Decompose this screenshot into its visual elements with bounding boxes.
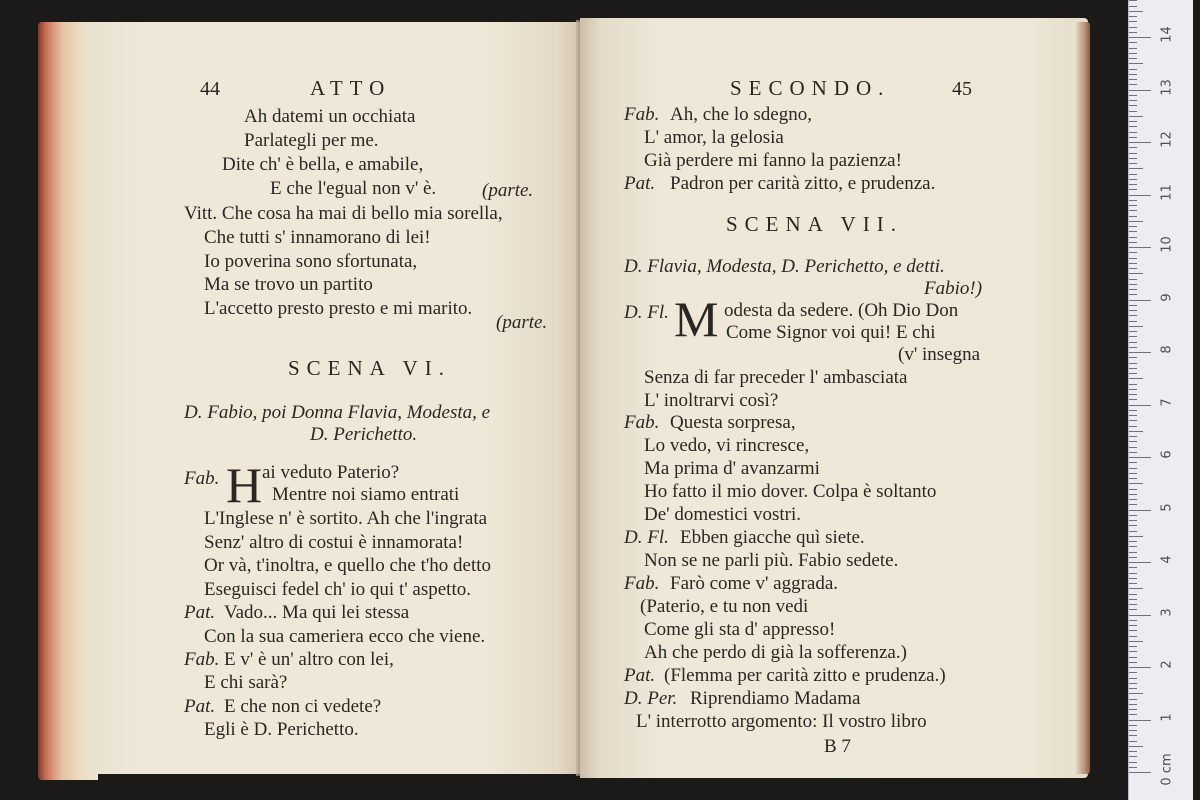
ruler-tick	[1129, 399, 1137, 400]
speaker: Fab.	[624, 573, 660, 594]
ruler-tick	[1129, 158, 1137, 159]
ruler-tick	[1129, 489, 1137, 490]
text-line: E che l'egual non v' è.	[270, 178, 437, 199]
text-line: L'Inglese n' è sortito. Ah che l'ingrata	[204, 508, 488, 529]
right-page	[580, 18, 1088, 778]
ruler-tick	[1129, 604, 1137, 605]
ruler-tick	[1129, 378, 1143, 379]
ruler-tick	[1129, 189, 1137, 190]
ruler-tick	[1129, 767, 1137, 768]
speaker: Pat.	[184, 602, 216, 623]
ruler-tick	[1129, 746, 1143, 747]
text-line: (v' insegna	[898, 344, 981, 365]
text-line: Io poverina sono sfortunata,	[204, 251, 418, 272]
ruler-tick	[1129, 620, 1137, 621]
ruler-label: 6	[1159, 450, 1175, 459]
ruler-tick	[1129, 216, 1137, 217]
text-line: Dite ch' è bella, e amabile,	[222, 154, 424, 175]
ruler-tick	[1129, 37, 1151, 38]
ruler-label: 14	[1159, 26, 1175, 43]
ruler-tick	[1129, 452, 1137, 453]
ruler-tick	[1129, 735, 1137, 736]
ruler-tick	[1129, 132, 1137, 133]
ruler-label: 9	[1159, 292, 1175, 302]
text-line: Ho fatto il mio dover. Colpa è soltanto	[644, 481, 937, 502]
text-line: E v' è un' altro con lei,	[224, 649, 394, 670]
scene-cast: D. Flavia, Modesta, D. Perichetto, e detti.	[624, 256, 945, 277]
text-line: Ma se trovo un partito	[204, 274, 373, 295]
ruler-tick	[1129, 468, 1137, 469]
ruler-tick	[1129, 741, 1137, 742]
ruler-tick	[1129, 562, 1151, 563]
text-line: De' domestici vostri.	[644, 504, 801, 525]
ruler-tick	[1129, 252, 1137, 253]
ruler-tick	[1129, 242, 1137, 243]
ruler-label: 0 cm	[1159, 753, 1175, 786]
running-head-right: SECONDO.	[730, 76, 891, 100]
stage-direction: (parte.	[496, 312, 548, 333]
text-line: L' inoltrarvi così?	[644, 390, 779, 411]
ruler-tick	[1129, 368, 1137, 369]
ruler-label: 8	[1159, 345, 1175, 354]
ruler-tick	[1129, 641, 1143, 642]
ruler-tick	[1129, 42, 1137, 43]
ruler-tick	[1129, 525, 1137, 526]
speaker: Fab.	[184, 649, 220, 670]
text-line: ai veduto Paterio?	[262, 462, 400, 483]
ruler-tick	[1129, 74, 1137, 75]
text-line: Senza di far preceder l' ambasciata	[644, 367, 908, 388]
ruler-label: 1	[1159, 712, 1175, 722]
ruler-tick	[1129, 342, 1137, 343]
ruler-tick	[1129, 6, 1137, 7]
ruler-label: 5	[1159, 502, 1175, 512]
ruler-tick	[1129, 531, 1137, 532]
ruler-tick	[1129, 326, 1143, 327]
ruler-tick	[1129, 121, 1137, 122]
ruler-tick	[1129, 263, 1137, 264]
ruler-label: 3	[1159, 607, 1175, 617]
ruler-tick	[1129, 221, 1143, 222]
ruler-tick	[1129, 578, 1137, 579]
ruler-tick	[1129, 58, 1137, 59]
speaker: Pat.	[184, 696, 216, 717]
ruler-label: 4	[1159, 555, 1175, 564]
ruler-tick	[1129, 310, 1137, 311]
ruler-tick	[1129, 504, 1137, 505]
ruler-tick	[1129, 63, 1143, 64]
ruler-tick	[1129, 441, 1137, 442]
ruler-tick	[1129, 431, 1143, 432]
text-line: Senz' altro di costui è innamorata!	[204, 532, 464, 553]
page-number-right: 45	[952, 78, 972, 100]
ruler-tick	[1129, 552, 1137, 553]
ruler-tick	[1129, 231, 1137, 232]
text-line: Mentre noi siamo entrati	[272, 484, 460, 505]
text-line: Egli è D. Perichetto.	[204, 719, 359, 740]
ruler-label: 7	[1159, 397, 1175, 407]
ruler-tick	[1129, 678, 1137, 679]
ruler-tick	[1129, 756, 1137, 757]
text-line: Parlategli per me.	[244, 130, 379, 151]
ruler-tick	[1129, 142, 1151, 143]
ruler-tick	[1129, 704, 1137, 705]
running-head-left: ATTO	[310, 76, 392, 100]
ruler-tick	[1129, 636, 1137, 637]
ruler-tick	[1129, 200, 1137, 201]
ruler-tick	[1129, 657, 1137, 658]
ruler-tick	[1129, 567, 1137, 568]
ruler-tick	[1129, 599, 1137, 600]
ruler-tick	[1129, 588, 1143, 589]
text-line: Ah che perdo di già la sofferenza.)	[644, 642, 907, 663]
ruler-tick	[1129, 32, 1137, 33]
text-line: Ebben giacche quì siete.	[680, 527, 865, 548]
ruler-tick	[1129, 289, 1137, 290]
ruler-label: 12	[1159, 131, 1175, 148]
ruler-tick	[1129, 420, 1137, 421]
ruler-tick	[1129, 79, 1137, 80]
ruler-tick	[1129, 174, 1137, 175]
ruler-tick	[1129, 363, 1137, 364]
ruler-tick	[1129, 709, 1137, 710]
ruler-tick	[1129, 415, 1137, 416]
ruler-tick	[1129, 247, 1151, 248]
ruler-tick	[1129, 258, 1137, 259]
speaker: D. Fl.	[624, 302, 669, 323]
ruler-tick	[1129, 111, 1137, 112]
ruler-tick	[1129, 473, 1137, 474]
text-line: E che non ci vedete?	[224, 696, 382, 717]
ruler-tick	[1129, 184, 1137, 185]
ruler-tick	[1129, 557, 1137, 558]
left-page	[86, 22, 582, 774]
ruler-tick	[1129, 16, 1137, 17]
text-line: Ah datemi un occhiata	[244, 106, 416, 127]
speaker: Pat.	[624, 173, 656, 194]
ruler-tick	[1129, 630, 1137, 631]
speaker: Pat.	[624, 665, 656, 686]
ruler-tick	[1129, 405, 1151, 406]
text-line: L' amor, la gelosia	[644, 127, 784, 148]
scene-cast: D. Perichetto.	[310, 424, 418, 445]
ruler-tick	[1129, 662, 1137, 663]
ruler-tick	[1129, 305, 1137, 306]
ruler-tick	[1129, 688, 1137, 689]
ruler-tick	[1129, 615, 1151, 616]
ruler-tick	[1129, 536, 1143, 537]
ruler-tick	[1129, 90, 1151, 91]
page-number-left: 44	[200, 78, 220, 100]
ruler-tick	[1129, 226, 1137, 227]
text-line: Vado... Ma qui lei stessa	[224, 602, 410, 623]
ruler-tick	[1129, 389, 1137, 390]
right-page-edges	[1076, 22, 1090, 774]
text-line: L'accetto presto presto e mi marito.	[204, 298, 473, 319]
ruler-tick	[1129, 699, 1137, 700]
speaker: Fab.	[184, 468, 220, 489]
ruler-label: 11	[1159, 183, 1175, 201]
ruler-tick	[1129, 725, 1137, 726]
ruler-tick	[1129, 483, 1143, 484]
ruler-tick	[1129, 352, 1151, 353]
ruler-tick	[1129, 126, 1137, 127]
ruler-tick	[1129, 210, 1137, 211]
ruler-tick	[1129, 772, 1151, 773]
ruler-tick	[1129, 315, 1137, 316]
ruler-tick	[1129, 137, 1137, 138]
ruler-tick	[1129, 583, 1137, 584]
ruler-tick	[1129, 294, 1137, 295]
text-line: L' interrotto argomento: Il vostro libro	[636, 711, 927, 732]
text-line: Ah, che lo sdegno,	[670, 104, 812, 125]
scene-title: SCENA VII.	[726, 212, 903, 236]
text-line: Che tutti s' innamorano di lei!	[204, 227, 431, 248]
ruler-tick	[1129, 69, 1137, 70]
text-line: Ma prima d' avanzarmi	[644, 458, 820, 479]
ruler-tick	[1129, 693, 1143, 694]
ruler-tick	[1129, 594, 1137, 595]
ruler-tick	[1129, 499, 1137, 500]
ruler-tick	[1129, 478, 1137, 479]
ruler-tick	[1129, 195, 1151, 196]
ruler-tick	[1129, 573, 1137, 574]
ruler-tick	[1129, 651, 1137, 652]
ruler-tick	[1129, 321, 1137, 322]
text-line: Come gli sta d' appresso!	[644, 619, 836, 640]
ruler-tick	[1129, 279, 1137, 280]
scene-title: SCENA VI.	[288, 356, 451, 380]
ruler-tick	[1129, 436, 1137, 437]
text-line: (Paterio, e tu non vedi	[640, 596, 809, 617]
ruler-tick	[1129, 426, 1137, 427]
speaker: Fab.	[624, 104, 660, 125]
ruler-tick	[1129, 494, 1137, 495]
drop-cap: H	[226, 457, 263, 513]
ruler-tick	[1129, 520, 1137, 521]
text-line: Non se ne parli più. Fabio sedete.	[644, 550, 899, 571]
ruler-tick	[1129, 357, 1137, 358]
text-line: Eseguisci fedel ch' io qui t' aspetto.	[204, 579, 471, 600]
ruler-tick	[1129, 625, 1137, 626]
text-line: Con la sua cameriera ecco che viene.	[204, 626, 486, 647]
ruler-tick	[1129, 384, 1137, 385]
ruler-tick	[1129, 95, 1137, 96]
ruler-tick	[1129, 100, 1137, 101]
speaker: Fab.	[624, 412, 660, 433]
text-line: Farò come v' aggrada.	[670, 573, 839, 594]
ruler-tick	[1129, 27, 1137, 28]
text-line: Come Signor voi qui! E chi	[726, 322, 936, 343]
ruler-tick	[1129, 394, 1137, 395]
ruler-tick	[1129, 336, 1137, 337]
ruler-tick	[1129, 720, 1151, 721]
drop-cap: M	[674, 291, 719, 347]
speaker: D. Per.	[624, 688, 678, 709]
ruler-tick	[1129, 762, 1137, 763]
ruler-tick	[1129, 667, 1151, 668]
measuring-ruler	[1128, 0, 1193, 800]
ruler-tick	[1129, 751, 1137, 752]
ruler-tick	[1129, 284, 1137, 285]
ruler-tick	[1129, 105, 1137, 106]
ruler-label: 10	[1159, 236, 1175, 253]
ruler-tick	[1129, 331, 1137, 332]
ruler-tick	[1129, 0, 1137, 1]
ruler-tick	[1129, 268, 1137, 269]
ruler-tick	[1129, 21, 1137, 22]
ruler-tick	[1129, 541, 1137, 542]
ruler-tick	[1129, 84, 1137, 85]
speaker: D. Fl.	[624, 527, 669, 548]
ruler-tick	[1129, 373, 1137, 374]
ruler-tick	[1129, 48, 1137, 49]
text-line: (Flemma per carità zitto e prudenza.)	[664, 665, 946, 686]
ruler-tick	[1129, 147, 1137, 148]
ruler-tick	[1129, 609, 1137, 610]
ruler-tick	[1129, 672, 1137, 673]
ruler-tick	[1129, 53, 1137, 54]
ruler-tick	[1129, 462, 1137, 463]
ruler-tick	[1129, 510, 1151, 511]
ruler-tick	[1129, 300, 1151, 301]
signature-mark: B 7	[824, 736, 851, 757]
text-line: Or và, t'inoltra, e quello che t'ho detto	[204, 555, 492, 576]
ruler-tick	[1129, 237, 1137, 238]
ruler-tick	[1129, 515, 1137, 516]
ruler-tick	[1129, 273, 1143, 274]
ruler-label: 2	[1159, 660, 1175, 669]
ruler-tick	[1129, 11, 1143, 12]
ruler-tick	[1129, 179, 1137, 180]
ruler-tick	[1129, 410, 1137, 411]
ruler-tick	[1129, 447, 1137, 448]
scene-cast: D. Fabio, poi Donna Flavia, Modesta, e	[184, 402, 491, 423]
ruler-tick	[1129, 116, 1143, 117]
text-line: Riprendiamo Madama	[690, 688, 861, 709]
text-line: Questa sorpresa,	[670, 412, 796, 433]
ruler-tick	[1129, 683, 1137, 684]
stage-direction: (parte.	[482, 180, 534, 201]
ruler-tick	[1129, 546, 1137, 547]
text-line: Già perdere mi fanno la pazienza!	[644, 150, 902, 171]
ruler-tick	[1129, 646, 1137, 647]
text-line: odesta da sedere. (Oh Dio Don	[724, 300, 959, 321]
text-line: Vitt. Che cosa ha mai di bello mia sorella,	[184, 203, 503, 224]
ruler-tick	[1129, 168, 1143, 169]
ruler-label: 13	[1159, 78, 1175, 96]
ruler-tick	[1129, 205, 1137, 206]
ruler-tick	[1129, 457, 1151, 458]
scene-cast: Fabio!)	[924, 278, 983, 299]
ruler-tick	[1129, 714, 1137, 715]
ruler-tick	[1129, 347, 1137, 348]
text-line: E chi sarà?	[204, 672, 288, 693]
text-line: Lo vedo, vi rincresce,	[644, 435, 810, 456]
ruler-tick	[1129, 153, 1137, 154]
text-line: Padron per carità zitto, e prudenza.	[670, 173, 936, 194]
ruler-tick	[1129, 730, 1137, 731]
ruler-tick	[1129, 163, 1137, 164]
